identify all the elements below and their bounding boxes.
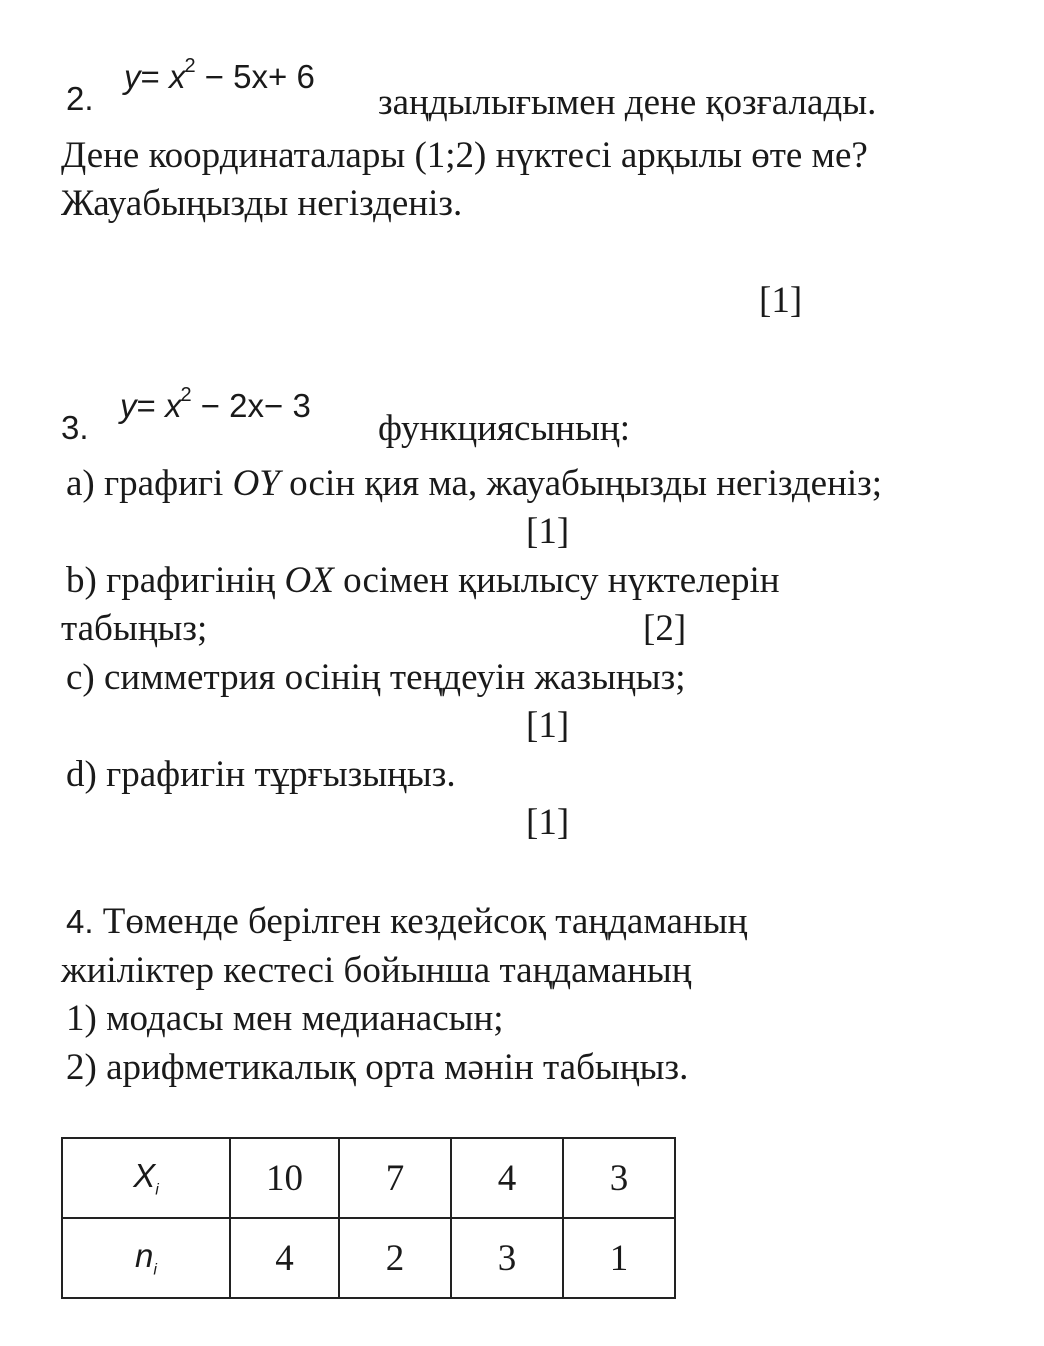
q2-text-line3: Жауабыңызды негізденіз. (61, 183, 463, 224)
frequency-table (61, 1137, 676, 1299)
q3-item-d-mark: [1] (526, 802, 570, 843)
q3-intro: функциясының: (378, 408, 630, 449)
table-cell: 3 (451, 1218, 563, 1298)
q2-text-line2: Дене координаталары (1;2) нүктесі арқылы өте ме? (61, 135, 868, 176)
q3-item-b-line2: табыңыз; (61, 608, 208, 649)
table-cell: 2 (339, 1218, 451, 1298)
row-header-n: $n_i$ (62, 1218, 230, 1298)
q3-item-b-mark: [2] (643, 608, 687, 649)
q4-text-line1: 4. Төменде берілген кездейсоқ таңдаманың (66, 901, 748, 942)
table-cell: 10 (230, 1138, 339, 1218)
q3-item-a-mark: [1] (526, 511, 570, 552)
q2-number: 2. (66, 80, 94, 117)
q4-text-line4: 2) арифметикалық орта мәнін табыңыз. (66, 1047, 689, 1088)
q3-number: 3. (61, 409, 89, 446)
q3-item-a: a) графигі OY осін қия ма, жауабыңызды негізденіз; (66, 463, 883, 504)
table-cell: 7 (339, 1138, 451, 1218)
q3-item-c: c) симметрия осінің теңдеуін жазыңыз; (66, 657, 686, 698)
q4-text-line2: жиіліктер кестесі бойынша таңдаманың (61, 950, 692, 991)
q3-item-c-mark: [1] (526, 705, 570, 746)
q3-item-d: d) графигін тұрғызыңыз. (66, 754, 456, 795)
row-header-x: $X_i$ (62, 1138, 230, 1218)
table-cell: 1 (563, 1218, 675, 1298)
q3-formula: $y= x^2 - 2x- 3$ (120, 384, 311, 424)
table-cell: 4 (451, 1138, 563, 1218)
table-cell: 3 (563, 1138, 675, 1218)
table-row-n (62, 1218, 675, 1298)
q2-text-line1: заңдылығымен дене қозғалады. (378, 82, 877, 123)
q3-item-b: b) графигінің OX осімен қиылысу нүктелерін (66, 560, 780, 601)
q2-mark: [1] (759, 280, 803, 321)
table-cell: 4 (230, 1218, 339, 1298)
q4-number: 4. (66, 903, 94, 940)
table-row-x (62, 1138, 675, 1218)
q4-text-line3: 1) модасы мен медианасын; (66, 998, 504, 1039)
q2-formula: $y= x^2 - 5x+ 6$ (124, 55, 315, 95)
